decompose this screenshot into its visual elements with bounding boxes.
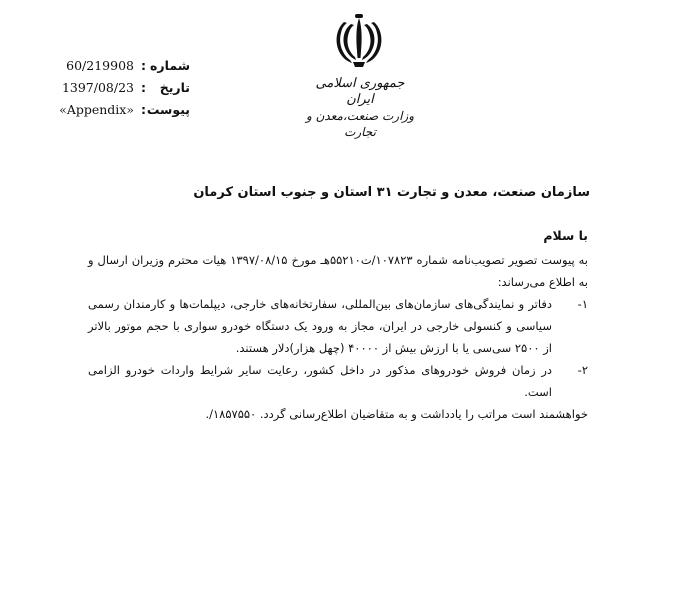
letter-meta bbox=[59, 58, 190, 124]
ministry-title: وزارت صنعت،معدن و تجارت bbox=[305, 109, 415, 139]
list-item-number: ۲- bbox=[577, 363, 588, 377]
list-item bbox=[88, 359, 588, 403]
list-item-number: ۱- bbox=[577, 297, 588, 311]
letter-body bbox=[88, 225, 588, 425]
meta-attachment-row bbox=[59, 102, 190, 124]
number-label: شماره bbox=[150, 58, 190, 73]
attachment-value: «Appendix» bbox=[59, 102, 134, 117]
attachment-colon: : bbox=[141, 102, 146, 117]
salutation: با سلام bbox=[543, 228, 588, 243]
meta-date-row bbox=[62, 80, 190, 102]
date-value: 1397/08/23 bbox=[61, 80, 134, 95]
attachment-label: پیوست bbox=[146, 102, 190, 117]
meta-number-row bbox=[62, 58, 190, 80]
date-colon: : bbox=[141, 80, 146, 95]
list-item-text: دفاتر و نمایندگی‌های سازمان‌های بین‌المللی، سفارتخانه‌های خارجی، دیپلمات‌ها و کارمندان رسمی سیاسی و کنسولی خارجی در ایران، مجاز به ورود یک دستگاه خودرو سواری با حجم موتور بالاتر از ۲۵۰۰ سی‌سی یا با ارزش بیش از ۴۰۰۰۰ (چهل هزار)دلار هستند. bbox=[88, 297, 552, 355]
date-label: تاریخ bbox=[159, 80, 190, 95]
recipient-heading: سازمان صنعت، معدن و تجارت ۳۱ استان و جنوب استان کرمان bbox=[193, 185, 590, 200]
number-value: 60/219908 bbox=[66, 58, 134, 73]
list-item bbox=[88, 293, 588, 359]
republic-title: جمهوری اسلامی ایران bbox=[315, 76, 405, 107]
reference-number: ۱۸۵۷۵۵۰/. bbox=[205, 407, 257, 421]
closing-line bbox=[88, 403, 588, 425]
iran-emblem-icon bbox=[333, 14, 385, 68]
intro-paragraph: به پیوست تصویر تصویب‌نامه شماره ۱۰۷۸۲۳/ت۵۵۲۱۰هـ مورخ ۱۳۹۷/۰۸/۱۵ هیات محترم وزیران ارسال و به اطلاع می‌رساند: bbox=[88, 253, 588, 289]
list-item-text: در زمان فروش خودروهای مذکور در داخل کشور، رعایت سایر شرایط واردات خودرو الزامی است. bbox=[88, 363, 552, 399]
closing-text: خواهشمند است مراتب را یادداشت و به متقاضیان اطلاع‌رسانی گردد. bbox=[259, 407, 588, 421]
number-colon: : bbox=[141, 58, 146, 73]
